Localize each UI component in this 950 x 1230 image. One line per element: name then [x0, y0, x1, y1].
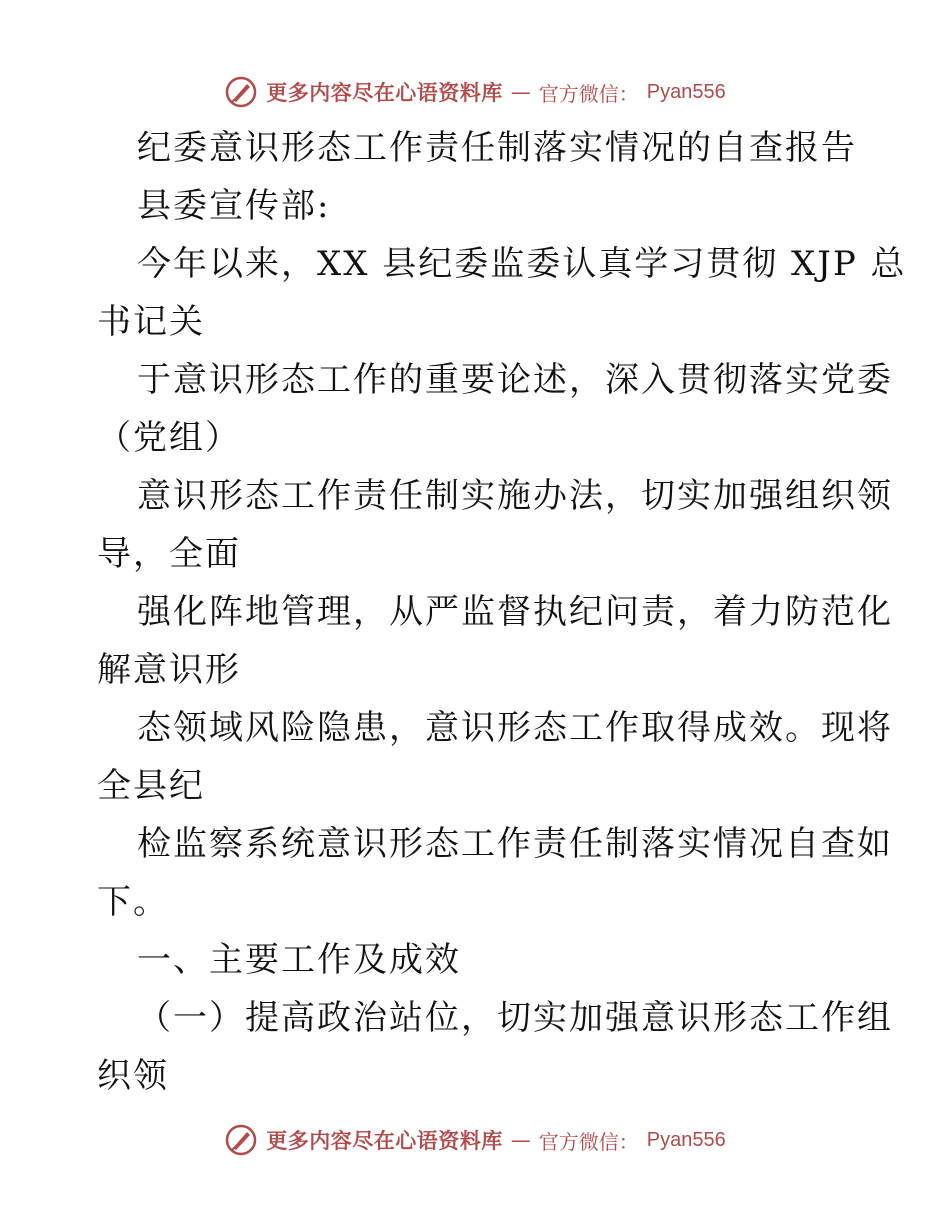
- document-line: 态领域风险隐患，意识形态工作取得成效。现将: [137, 708, 893, 748]
- document-title: 纪委意识形态工作责任制落实情况的自查报告: [137, 128, 857, 168]
- watermark-contact-label: 官方微信：: [538, 81, 639, 106]
- document-line: 解意识形: [97, 650, 241, 690]
- document-line: 织领: [97, 1056, 169, 1096]
- document-line: 县委宣传部:: [137, 186, 331, 226]
- section-heading: 一、主要工作及成效: [137, 940, 461, 980]
- document-line: 强化阵地管理，从严监督执纪问责，着力防范化: [137, 592, 893, 632]
- quill-logo-icon: [224, 75, 258, 109]
- document-line: 意识形态工作责任制实施办法，切实加强组织领: [137, 476, 893, 516]
- watermark-contact-label: 官方微信：: [538, 1129, 639, 1154]
- document-line: 书记关: [97, 302, 205, 342]
- document-line: （党组）: [97, 418, 241, 458]
- watermark-separator: —: [510, 1128, 531, 1152]
- header-watermark: [0, 72, 950, 112]
- document-line: 下。: [97, 882, 169, 922]
- watermark-contact-id: Pyan556: [646, 80, 726, 103]
- document-line: 今年以来，XX 县纪委监委认真学习贯彻 XJP 总: [137, 244, 907, 284]
- footer-watermark: [0, 1120, 950, 1160]
- document-line: 于意识形态工作的重要论述，深入贯彻落实党委: [137, 360, 893, 400]
- watermark-brand: 更多内容尽在心语资料库: [266, 80, 503, 105]
- document-line: 检监察系统意识形态工作责任制落实情况自查如: [137, 824, 893, 864]
- quill-logo-icon: [224, 1123, 258, 1157]
- subsection-heading: （一）提高政治站位，切实加强意识形态工作组: [137, 998, 893, 1038]
- watermark-brand: 更多内容尽在心语资料库: [266, 1128, 503, 1153]
- document-line: 导，全面: [97, 534, 241, 574]
- document-line: 全县纪: [97, 766, 205, 806]
- watermark-separator: —: [510, 80, 531, 104]
- watermark-contact-id: Pyan556: [646, 1128, 726, 1151]
